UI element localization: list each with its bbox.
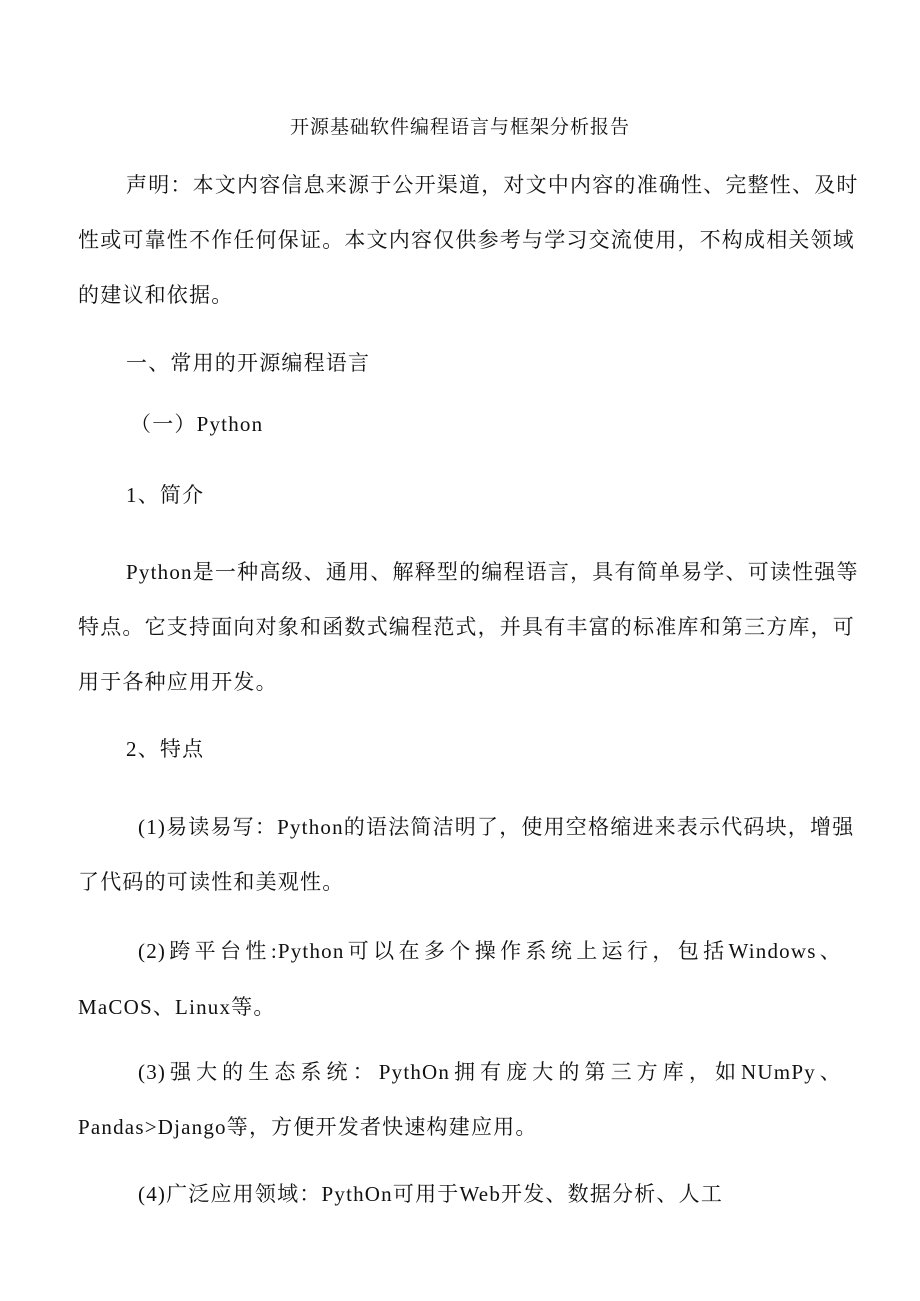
subsection-heading: （一）Python	[130, 412, 264, 436]
feature-2-line-2: MaCOS、Linux等。	[78, 995, 276, 1019]
document-title: 开源基础软件编程语言与框架分析报告	[289, 117, 630, 138]
feature-2-line-1: (2)跨平台性:Python可以在多个操作系统上运行，包括Windows、	[138, 939, 842, 963]
section-heading: 一、常用的开源编程语言	[126, 351, 371, 375]
item-heading-intro: 1、简介	[126, 483, 205, 507]
item-heading-features: 2、特点	[126, 737, 205, 761]
disclaimer-line-3: 的建议和依据。	[78, 283, 234, 307]
disclaimer-line-1: 声明：本文内容信息来源于公开渠道，对文中内容的准确性、完整性、及时	[126, 173, 859, 197]
feature-4-line-1: (4)广泛应用领域：PythOn可用于Web开发、数据分析、人工	[138, 1182, 724, 1206]
feature-1-line-2: 了代码的可读性和美观性。	[78, 870, 345, 894]
intro-line-1: Python是一种高级、通用、解释型的编程语言，具有简单易学、可读性强等	[126, 560, 859, 584]
disclaimer-line-2: 性或可靠性不作任何保证。本文内容仅供参考与学习交流使用，不构成相关领域	[78, 228, 855, 252]
feature-1-line-1: (1)易读易写：Python的语法简洁明了，使用空格缩进来表示代码块，增强	[138, 815, 855, 839]
intro-line-3: 用于各种应用开发。	[78, 670, 278, 694]
feature-3-line-1: (3)强大的生态系统：PythOn拥有庞大的第三方库，如NUmPy、	[138, 1060, 842, 1084]
feature-3-line-2: Pandas>Django等，方便开发者快速构建应用。	[78, 1115, 538, 1139]
intro-line-2: 特点。它支持面向对象和函数式编程范式，并具有丰富的标准库和第三方库，可	[78, 615, 855, 639]
